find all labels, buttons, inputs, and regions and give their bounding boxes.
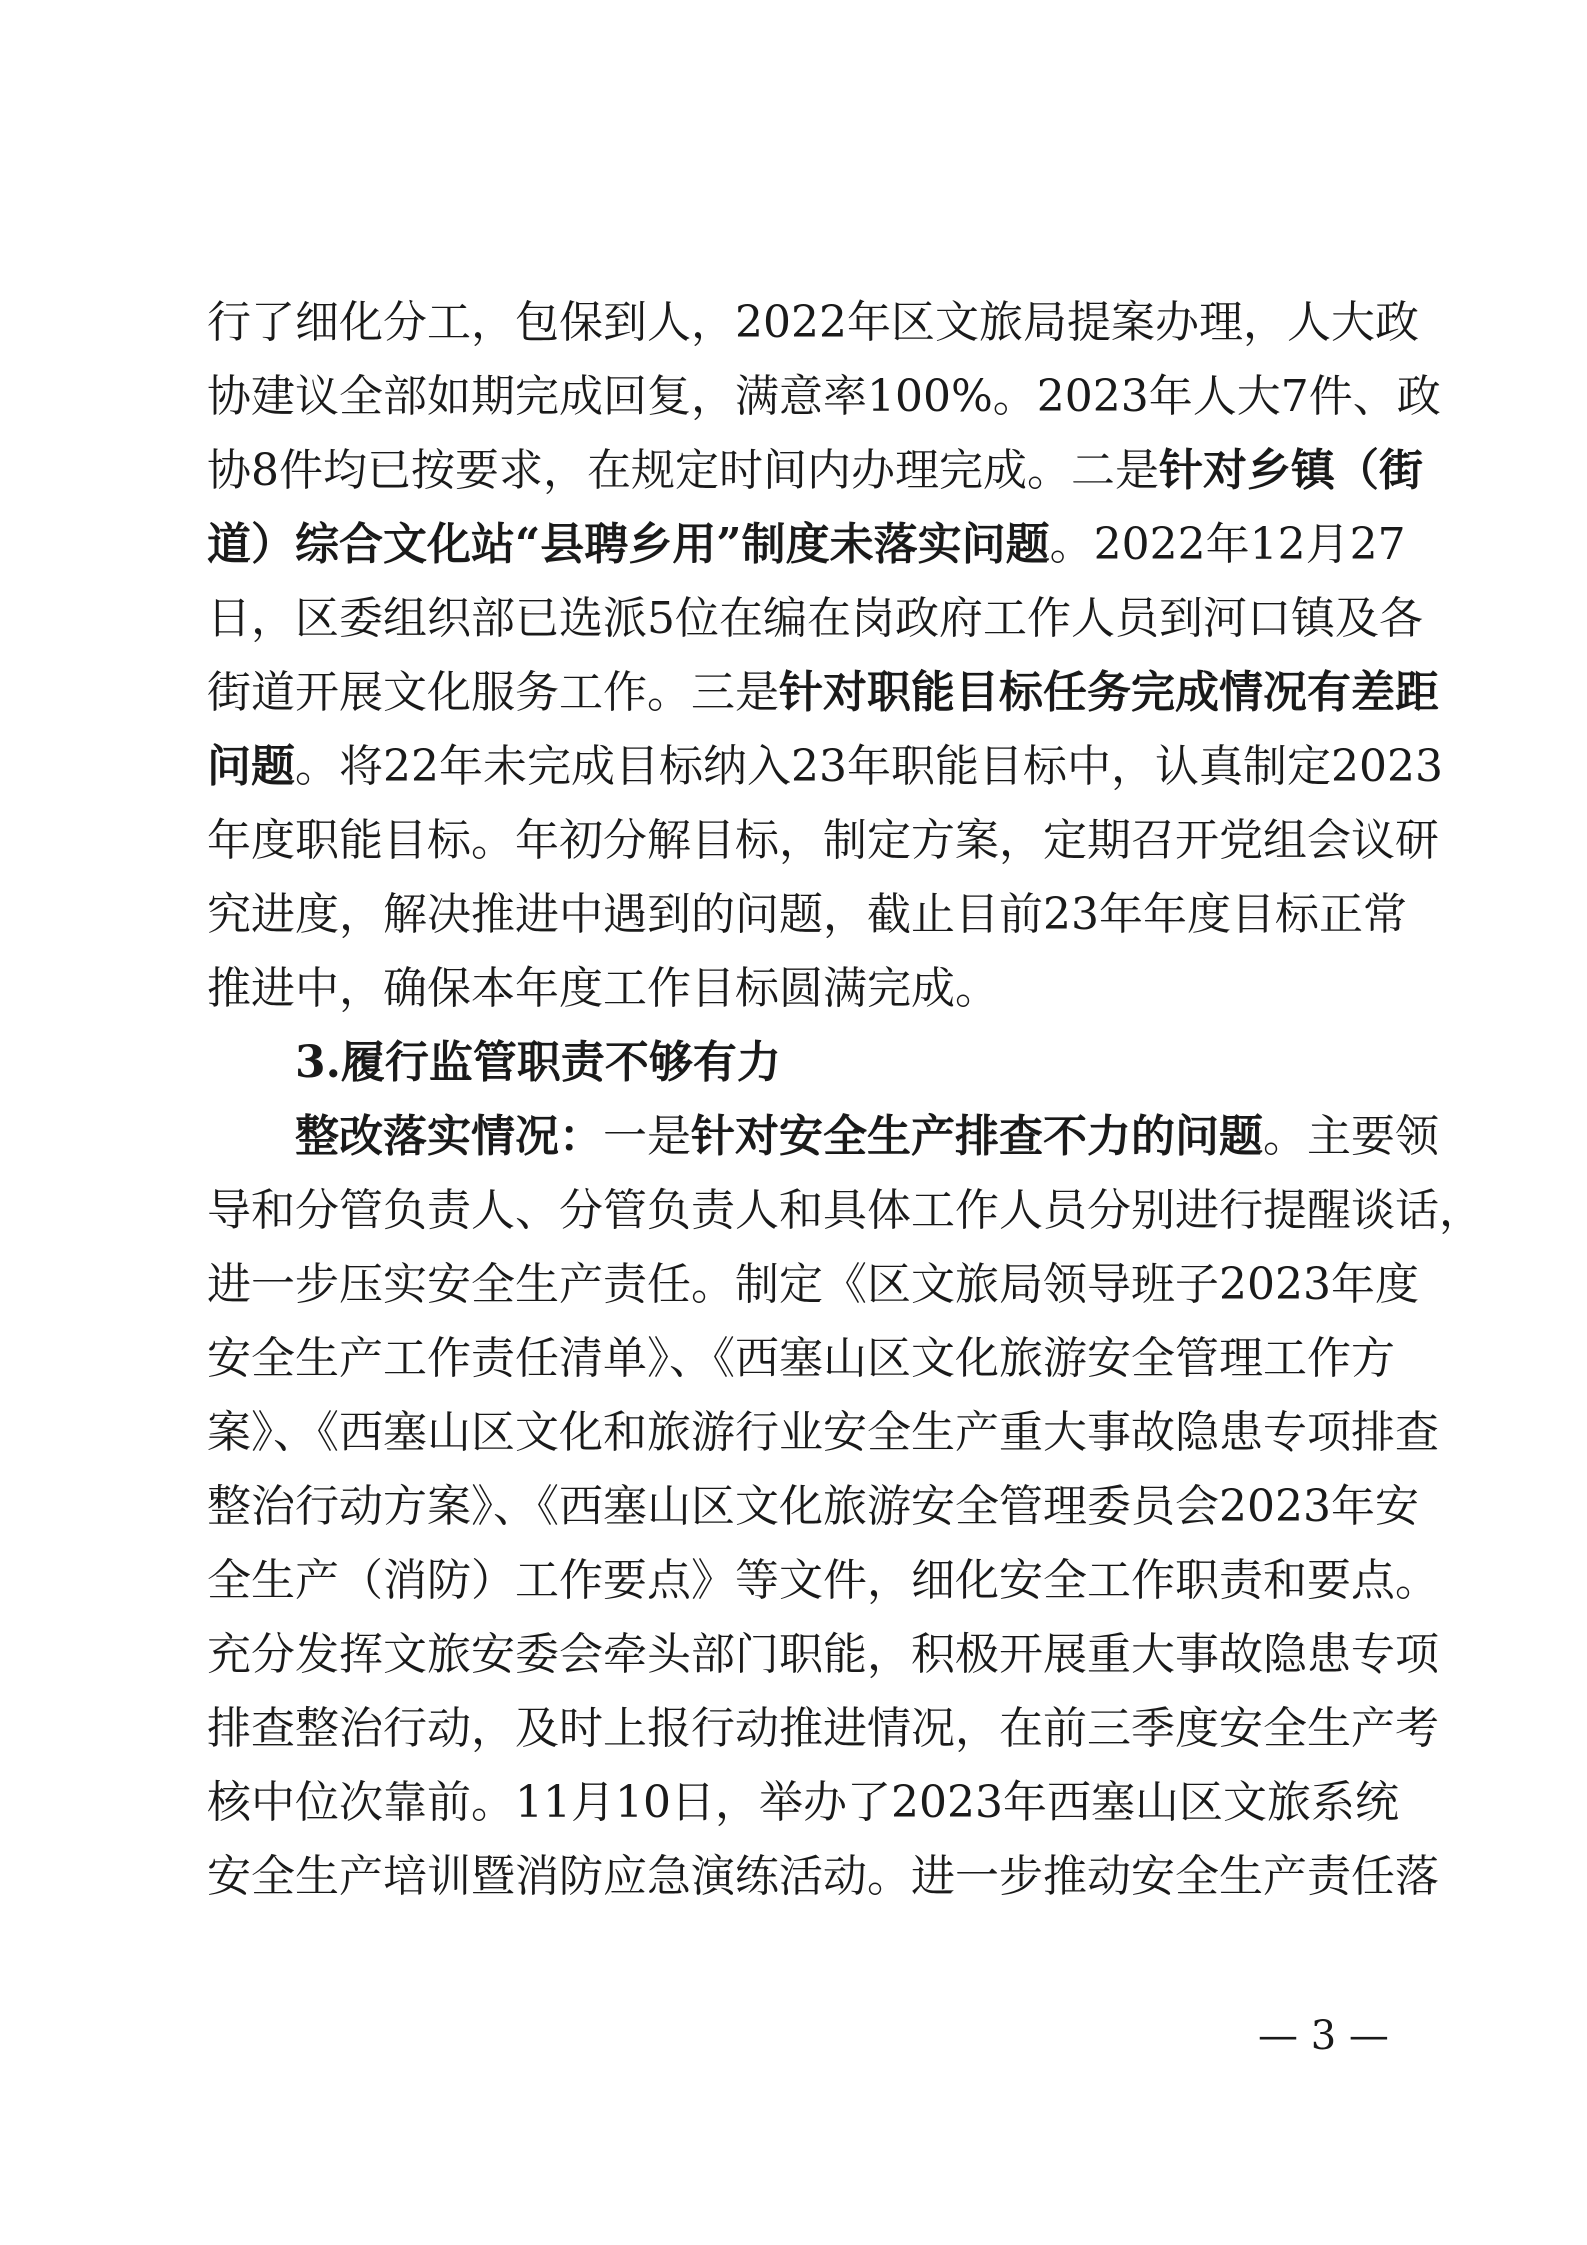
text-run: 安全生产工作责任清单》、《西塞山区文化旅游安全管理工作方 [207, 1333, 1395, 1384]
text-run: 街道开展文化服务工作。三是 [207, 667, 779, 718]
bold-text: 问题 [207, 741, 295, 792]
text-line [207, 360, 1441, 434]
text-line [207, 1618, 1439, 1692]
text-line [207, 434, 1423, 508]
text-line [207, 1692, 1439, 1766]
bold-text: 针对安全生产排查不力的问题 [691, 1111, 1263, 1162]
text-line [207, 1470, 1419, 1544]
text-run: 全生产（消防）工作要点》等文件，细化安全工作职责和要点。 [207, 1555, 1439, 1606]
text-line [207, 286, 1419, 360]
text-line [207, 1026, 1387, 1100]
text-line [207, 1544, 1439, 1618]
page-number: — 3 — [1258, 2013, 1389, 2059]
text-run: 日，区委组织部已选派5位在编在岗政府工作人员到河口镇及各 [207, 593, 1423, 644]
bold-text: 针对职能目标任务完成情况有差距 [779, 667, 1439, 718]
text-line [207, 1248, 1419, 1322]
text-line [207, 730, 1443, 804]
text-run: 排查整治行动，及时上报行动推进情况，在前三季度安全生产考 [207, 1703, 1439, 1754]
text-run: 。2022年12月27 [1049, 519, 1406, 570]
text-line [207, 1100, 1439, 1174]
bold-text: 道）综合文化站“县聘乡用”制度未落实问题 [207, 519, 1050, 570]
text-run: 安全生产培训暨消防应急演练活动。进一步推动安全生产责任落 [207, 1851, 1439, 1902]
text-run: 推进中，确保本年度工作目标圆满完成。 [207, 963, 999, 1014]
text-line [207, 878, 1407, 952]
text-run: 导和分管负责人、分管负责人和具体工作人员分别进行提醒谈话， [207, 1185, 1483, 1236]
text-line [207, 1840, 1439, 1914]
text-run: 案》、《西塞山区文化和旅游行业安全生产重大事故隐患专项排查 [207, 1407, 1439, 1458]
text-line [207, 1766, 1399, 1840]
text-line [207, 1396, 1439, 1470]
text-run: 整治行动方案》、《西塞山区文化旅游安全管理委员会2023年安 [207, 1481, 1419, 1532]
text-run: 进一步压实安全生产责任。制定《区文旅局领导班子2023年度 [207, 1259, 1419, 1310]
text-run: 。主要领 [1263, 1111, 1439, 1162]
text-line [207, 952, 1387, 1026]
text-run: 。将22年未完成目标纳入23年职能目标中，认真制定2023 [295, 741, 1443, 792]
text-line [207, 508, 1406, 582]
text-line [207, 1174, 1483, 1248]
text-line [207, 656, 1439, 730]
bold-text: 整改落实情况： [295, 1111, 603, 1162]
text-line [207, 804, 1439, 878]
body-text [207, 286, 1483, 1914]
text-run: 行了细化分工，包保到人，2022年区文旅局提案办理，人大政 [207, 297, 1419, 348]
text-run: 充分发挥文旅安委会牵头部门职能，积极开展重大事故隐患专项 [207, 1629, 1439, 1680]
text-run: 一是 [603, 1111, 691, 1162]
text-line [207, 1322, 1395, 1396]
text-run: 年度职能目标。年初分解目标，制定方案，定期召开党组会议研 [207, 815, 1439, 866]
text-run: 协建议全部如期完成回复，满意率100%。2023年人大7件、政 [207, 371, 1441, 422]
bold-text: 3.履行监管职责不够有力 [295, 1037, 781, 1088]
text-run: 协8件均已按要求，在规定时间内办理完成。二是 [207, 445, 1159, 496]
text-run: 究进度，解决推进中遇到的问题，截止目前23年年度目标正常 [207, 889, 1407, 940]
bold-text: 针对乡镇（街 [1159, 445, 1423, 496]
text-run: 核中位次靠前。11月10日，举办了2023年西塞山区文旅系统 [207, 1777, 1399, 1828]
text-line [207, 582, 1423, 656]
